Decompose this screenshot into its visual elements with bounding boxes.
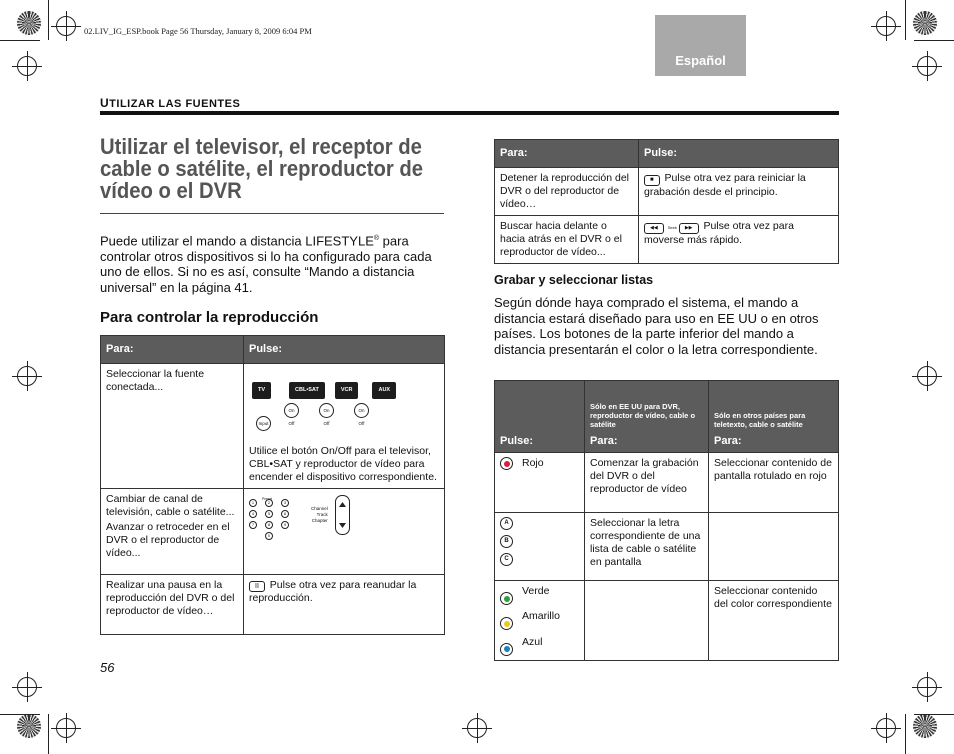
language-tab-label: Español	[675, 53, 726, 68]
table-row	[495, 581, 839, 661]
key-3-icon: 3	[281, 499, 289, 507]
intro-text-2: para controlar otros dispositivos si lo ha configurado para cada uno de ellos. Si no es así, consulte “Mando a distancia universal” en la página 41.	[100, 233, 432, 295]
color-bar-rose-icon	[17, 11, 41, 35]
red-button-icon	[500, 457, 513, 470]
registration-mark-icon	[56, 16, 76, 36]
rocker-labels	[311, 506, 328, 524]
us-para-label: Para:	[590, 435, 618, 447]
keypad-label: Preset	[262, 497, 273, 501]
intro-text-1: Puede utilizar el mando a distancia LIFESTYLE	[100, 233, 374, 249]
rocker-label-channel: Channel	[311, 506, 328, 511]
row-para	[101, 489, 244, 575]
key-2-icon: 2	[265, 499, 273, 507]
table-row	[101, 575, 445, 635]
page-title	[100, 136, 480, 202]
power-button-icon: On Off	[284, 403, 299, 418]
intl-para-label: Para:	[714, 435, 742, 447]
source-buttons	[252, 382, 439, 399]
table-row	[101, 364, 445, 489]
us-only-note: Sólo en EE UU para DVR, reproductor de vídeo, cable o satélite	[590, 402, 696, 429]
registration-mark-icon	[876, 16, 896, 36]
input-button-icon: Input	[256, 416, 271, 431]
power-button-icon: On Off	[319, 403, 334, 418]
section-label	[100, 96, 240, 110]
row-pulse	[244, 489, 445, 575]
registration-mark-icon	[917, 56, 937, 76]
red-label: Rojo	[522, 457, 544, 469]
color-buttons-table	[494, 380, 839, 661]
column-header-intl	[709, 381, 839, 453]
table-row	[495, 453, 839, 513]
column-header-pulse: Pulse:	[495, 381, 585, 453]
column-header-para: Para:	[495, 140, 639, 168]
color-bar-rose-icon	[913, 714, 937, 738]
seek-instructions: Pulse otra vez para moverse más rápido.	[644, 220, 794, 246]
registration-mark-icon	[17, 677, 37, 697]
page-number: 56	[100, 660, 115, 675]
fast-forward-key-icon: ▶▶	[679, 223, 699, 234]
key-4-icon: 4	[249, 510, 257, 518]
pause-instructions: Pulse otra vez para reanudar la reproducción.	[249, 579, 417, 604]
vcr-button-icon: VCR	[335, 382, 359, 399]
title-rule	[100, 213, 444, 214]
registration-mark-icon	[17, 366, 37, 386]
record-heading-text: Grabar y seleccionar listas	[494, 273, 654, 287]
cbl-sat-button-icon: CBL•SAT	[289, 382, 325, 399]
column-header-us	[585, 381, 709, 453]
b-button-icon: B	[500, 535, 513, 548]
playback-table	[100, 335, 445, 635]
key-9-icon: 9	[281, 521, 289, 529]
keypad-illustration	[249, 493, 439, 563]
section-label-initial: U	[100, 96, 110, 110]
row-pulse	[495, 513, 585, 581]
row-para: Detener la reproducción del DVR o del reproductor de vídeo…	[495, 168, 639, 216]
key-6-icon: 6	[281, 510, 289, 518]
registration-mark-icon	[876, 718, 896, 738]
record-paragraph: Según dónde haya comprado el sistema, el mando a distancia estará diseñado para uso en EE UU o en otros países. Los botones de la parte inferior del mando a distancia presentarán el color o la letra correspondiente.	[494, 295, 819, 357]
seek-label: Seek	[667, 225, 677, 230]
row-intl: Seleccionar contenido del color correspondiente	[709, 581, 839, 661]
key-1-icon: 1	[249, 499, 257, 507]
table-row	[495, 168, 839, 216]
row-pulse	[495, 453, 585, 513]
table-row	[495, 513, 839, 581]
column-header-pulse: Pulse:	[244, 336, 445, 364]
yellow-label: Amarillo	[522, 610, 560, 623]
table-row	[495, 216, 839, 264]
row-us	[585, 581, 709, 661]
power-button-icon: On Off	[354, 403, 369, 418]
column-header-pulse: Pulse:	[639, 140, 839, 168]
blue-button-icon	[500, 643, 513, 656]
green-label: Verde	[522, 585, 550, 597]
tv-button-icon: TV	[252, 382, 271, 399]
registered-mark: ®	[373, 235, 380, 242]
row-pulse	[639, 216, 839, 264]
green-button-icon	[500, 592, 513, 605]
stop-seek-table	[494, 139, 839, 264]
table-row	[101, 489, 445, 575]
registration-mark-icon	[17, 56, 37, 76]
row-para-seek: Avanzar o retroceder en el DVR o el reproductor de vídeo...	[106, 521, 230, 559]
row-us: Seleccionar la letra correspondiente de una lista de cable o satélite en pantalla	[585, 513, 709, 581]
record-heading	[494, 273, 653, 287]
column-header-para: Para:	[101, 336, 244, 364]
intl-only-note: Sólo en otros países para teletexto, cable o satélite	[714, 411, 806, 429]
row-para: Realizar una pausa en la reproducción del DVR o del reproductor de vídeo…	[101, 575, 244, 635]
aux-button-icon: AUX	[372, 382, 396, 399]
row-para: Seleccionar la fuente conectada...	[101, 364, 244, 489]
power-instructions: Utilice el botón On/Off para el televisor, CBL•SAT y reproductor de vídeo para encender el dispositivo correspondiente.	[249, 445, 437, 483]
key-7-icon: 7	[249, 521, 257, 529]
channel-rocker-icon	[335, 495, 350, 535]
row-para: Buscar hacia delante o hacia atrás en el DVR o el reproductor de vídeo...	[495, 216, 639, 264]
header-rule	[100, 111, 839, 115]
color-bar-rose-icon	[913, 11, 937, 35]
rocker-label-track: Track	[316, 512, 328, 517]
row-pulse	[244, 575, 445, 635]
color-bar-rose-icon	[17, 714, 41, 738]
row-intl	[709, 513, 839, 581]
row-para-channel: Cambiar de canal de televisión, cable o satélite...	[106, 493, 235, 518]
row-pulse	[639, 168, 839, 216]
rocker-label-chapter: Chapter	[311, 518, 328, 523]
registration-mark-icon	[467, 718, 487, 738]
key-0-icon: 0	[265, 532, 273, 540]
registration-mark-icon	[56, 718, 76, 738]
power-buttons	[256, 403, 439, 431]
row-intl: Seleccionar contenido de pantalla rotulado en rojo	[709, 453, 839, 513]
pause-key-icon: II	[249, 581, 265, 592]
key-8-icon: 8	[265, 521, 273, 529]
row-us: Comenzar la grabación del DVR o del reproductor de vídeo	[585, 453, 709, 513]
book-info-line: 02.LIV_IG_ESP.book Page 56 Thursday, January 8, 2009 6:04 PM	[84, 26, 312, 36]
c-button-icon: C	[500, 553, 513, 566]
playback-heading-text: Para controlar la reproducción	[100, 309, 319, 326]
registration-mark-icon	[917, 677, 937, 697]
language-tab	[655, 15, 746, 76]
page-title-text: Utilizar el televisor, el receptor de cable o satélite, el reproductor de vídeo o el DVR	[100, 134, 423, 203]
registration-mark-icon	[917, 366, 937, 386]
row-pulse	[495, 581, 585, 661]
stop-instructions: Pulse otra vez para reiniciar la grabación desde el principio.	[644, 172, 806, 198]
a-button-icon: A	[500, 517, 513, 530]
section-label-rest: TILIZAR LAS FUENTES	[109, 98, 241, 110]
rewind-key-icon: ◀◀	[644, 223, 664, 234]
row-pulse	[244, 364, 445, 489]
number-keypad	[249, 498, 297, 542]
key-5-icon: 5	[265, 510, 273, 518]
yellow-button-icon	[500, 617, 513, 630]
stop-key-icon: ■	[644, 175, 660, 186]
playback-heading	[100, 309, 318, 326]
blue-label: Azul	[522, 635, 543, 648]
intro-paragraph	[100, 231, 440, 295]
